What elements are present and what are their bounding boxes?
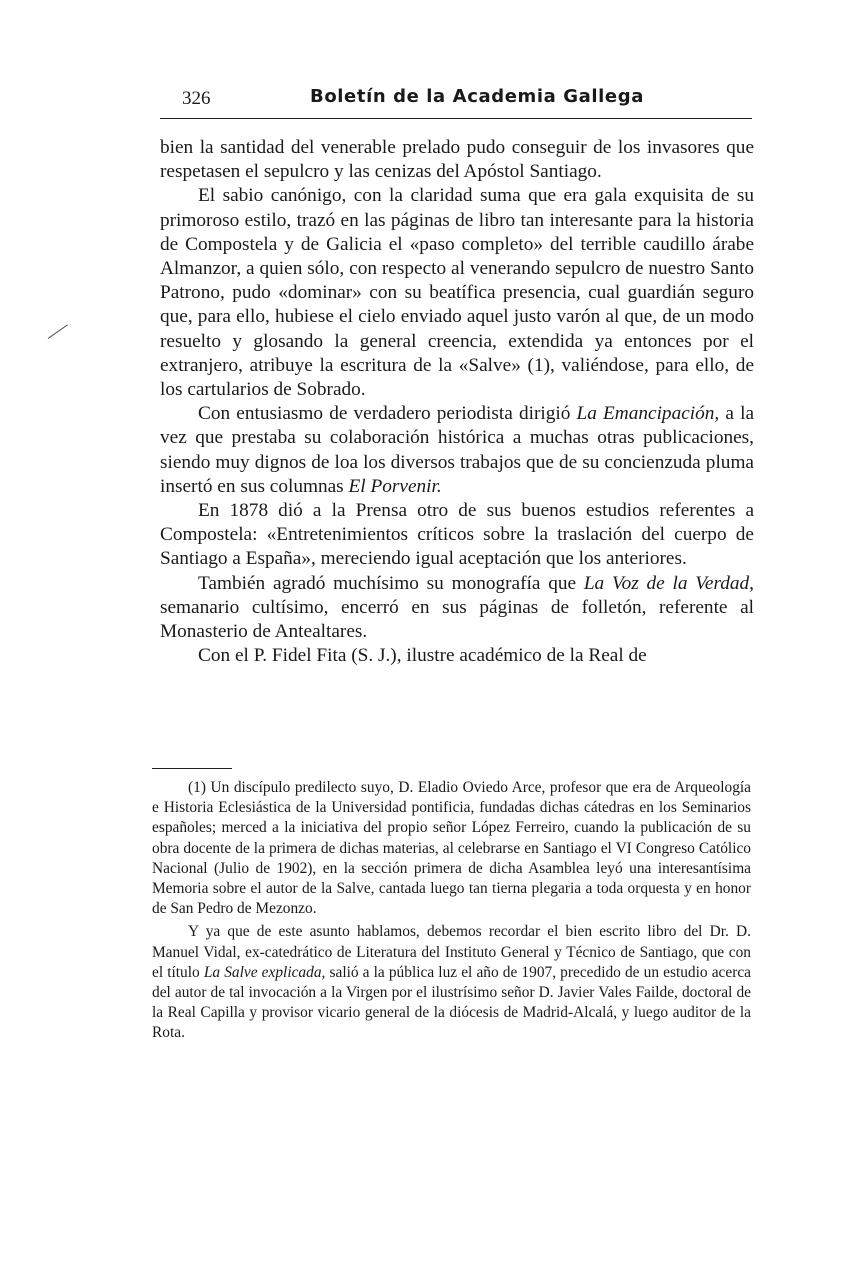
footnotes <box>152 778 751 1044</box>
footnote: (1) Un discípulo predilecto suyo, D. Eladio Oviedo Arce, profesor que era de Arqueología e Historia Eclesiástica de la Universidad pontificia, fundadas dichas cátedras en los Seminarios españoles; merced a la iniciativa del propio señor López Ferreiro, cuando la publicación de su obra docente de la primera de dichas materias, al celebrarse en Santiago el VI Congreso Católico Nacional (Julio de 1902), en la sección primera de dicha Asamblea leyó una interesantísima Memoria sobre el autor de la Salve, cantada luego tan tierna plegaria a toda orquesta y en honor de San Pedro de Mezonzo. <box>152 779 751 918</box>
paragraph: bien la santidad del venerable prelado pudo conseguir de los invasores que respetasen el sepulcro y las cenizas del Apóstol Santiago. <box>160 137 754 183</box>
paragraph: El sabio canónigo, con la claridad suma que era gala exquisita de su primoroso estilo, trazó en las páginas de libro tan interesante para la historia de Compostela y de Galicia el «paso completo» del terrible caudillo árabe Almanzor, a quien sólo, con respecto al venerando sepulcro de nuestro Santo Patrono, pudo «dominar» con su beatífica presencia, cual guardián seguro que, para ello, hubiese el cielo enviado aquel justo varón al que, de un modo resuelto y glosando la general creencia, extendida ya entonces por el extranjero, atribuye la escritura de la «Salve» (1), valiéndose, para ello, de los cartularios de Sobrado. <box>160 185 754 401</box>
body-text <box>160 136 754 668</box>
text-run: Y ya que de este asunto hablamos, debemos recordar el bien escrito libro del Dr. D. Manuel Vidal, ex-catedrático de Literatura del Instituto General y Técnico de Santiago, que con el título <box>152 923 751 981</box>
text-run: semanario cultísimo, encerró en sus páginas de folletón, referente al Monasterio de Antealtares. <box>160 596 754 643</box>
text-run: a la vez que prestaba su colaboración histórica a muchas otras publicaciones, siendo muy dignos de loa los diversos trabajos que de su concienzuda pluma insertó en sus columnas <box>160 403 755 497</box>
page-header <box>160 86 752 119</box>
running-title: Boletín de la Academia Gallega <box>310 86 644 107</box>
paragraph: En 1878 dió a la Prensa otro de sus buenos estudios referentes a Compostela: «Entretenimientos críticos sobre la traslación del cuerpo de Santiago a España», mereciendo igual aceptación que los anteriores. <box>160 500 754 570</box>
italic-title: El Porvenir. <box>348 475 442 497</box>
text-run: También agradó muchísimo su monografía que <box>198 572 584 594</box>
page-number: 326 <box>182 88 211 109</box>
italic-title: La Emancipación, <box>576 403 720 425</box>
margin-pencil-mark <box>48 324 68 339</box>
text-run: Con entusiasmo de verdadero periodista dirigió <box>198 403 577 425</box>
footnote <box>152 922 751 1043</box>
paragraph <box>160 572 754 645</box>
text-run: salió a la pública luz el año de 1907, precedido de un estudio acerca del autor de tal invocación a la Virgen por el ilustrísimo señor D. Javier Vales Failde, doctoral de la Real Capilla y provisor vicario general de la diócesis de Madrid-Alcalá, y luego auditor de la Rota. <box>152 963 751 1042</box>
italic-title: La Voz de la Verdad, <box>583 572 754 594</box>
footnote-separator <box>152 768 232 769</box>
paragraph <box>160 402 754 499</box>
paragraph: Con el P. Fidel Fita (S. J.), ilustre académico de la Real de <box>198 645 647 667</box>
italic-title: La Salve explicada, <box>203 963 326 981</box>
